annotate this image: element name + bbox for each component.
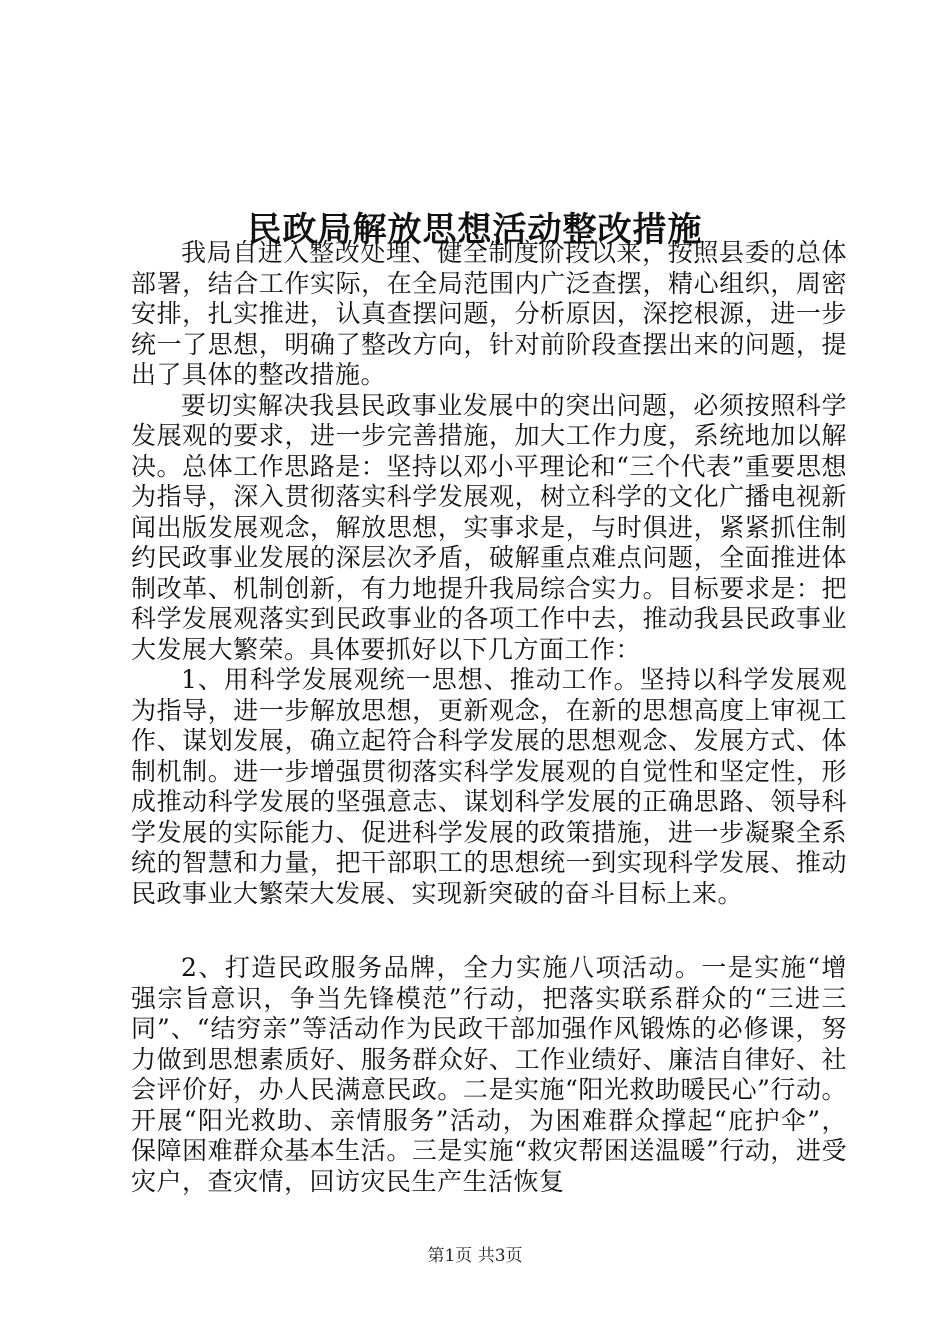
paragraph-intro: 我局自进入整改处理、健全制度阶段以来，按照县委的总体部署，结合工作实际，在全局范围内广泛查摆，精心组织，周密安排，扎实推进，认真查摆问题，分析原因，深挖根源，进一步统一了思想，明确了整改方向，针对前阶段查摆出来的问题，提出了具体的整改措施。 — [131, 238, 847, 389]
document-title: 民政局解放思想活动整改措施 — [247, 209, 703, 250]
document-body — [131, 238, 847, 1197]
paragraph-overview: 要切实解决我县民政事业发展中的突出问题，必须按照科学发展观的要求，进一步完善措施，加大工作力度，系统地加以解决。总体工作思路是：坚持以邓小平理论和“三个代表”重要思想为指导，深入贯彻落实科学发展观，树立科学的文化广播电视新闻出版发展观念，解放思想，实事求是，与时俱进，紧紧抓住制约民政事业发展的深层次矛盾，破解重点难点问题，全面推进体制改革、机制创新，有力地提升我局综合实力。目标要求是：把科学发展观落实到民政事业的各项工作中去，推动我县民政事业大发展大繁荣。具体要抓好以下几方面工作： — [131, 390, 847, 664]
paragraph-item-1: 1、用科学发展观统一思想、推动工作。坚持以科学发展观为指导，进一步解放思想，更新观念，在新的思想高度上审视工作、谋划发展，确立起符合科学发展的思想观念、发展方式、体制机制。进一步增强贯彻落实科学发展观的自觉性和坚定性，形成推动科学发展的坚强意志、谋划科学发展的正确思路、领导科学发展的实际能力、促进科学发展的政策措施，进一步凝聚全系统的智慧和力量，把干部职工的思想统一到实现科学发展、推动民政事业大繁荣大发展、实现新突破的奋斗目标上来。 — [131, 665, 847, 908]
paragraph-item-2: 2、打造民政服务品牌，全力实施八项活动。一是实施“增强宗旨意识，争当先锋模范”行动，把落实联系群众的“三进三同”、“结穷亲”等活动作为民政干部加强作风锻炼的必修课，努力做到思想素质好、服务群众好、工作业绩好、廉洁自律好、社会评价好，办人民满意民政。二是实施“阳光救助暖民心”行动。开展“阳光救助、亲情服务”活动，为困难群众撑起“庇护伞”，保障困难群众基本生活。三是实施“救灾帮困送温暖”行动，进受灾户，查灾情，回访灾民生产生活恢复 — [131, 953, 847, 1196]
page-footer: 第1页 共3页 — [427, 1246, 523, 1266]
